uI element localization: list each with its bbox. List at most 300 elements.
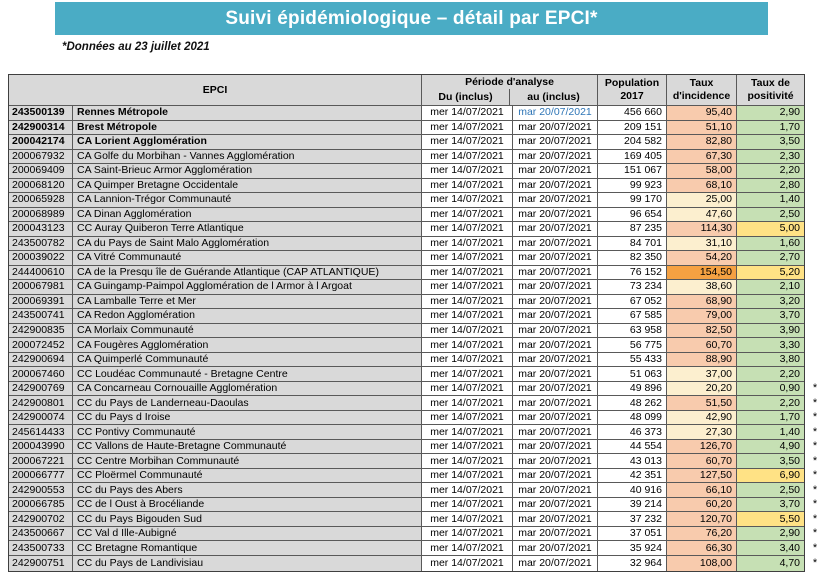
header-periode-label: Période d'analyse bbox=[465, 76, 554, 88]
epci-name: CA Guingamp-Paimpol Agglomération de l Armor à l Argoat bbox=[73, 280, 422, 294]
epci-name: CC Pontivy Communauté bbox=[73, 425, 422, 439]
population: 48 262 bbox=[598, 396, 667, 410]
taux-positivite: 2,80 bbox=[737, 179, 804, 193]
footnote-star bbox=[808, 367, 820, 381]
taux-positivite: 3,30 bbox=[737, 338, 804, 352]
footnote-star bbox=[808, 121, 820, 135]
table-row bbox=[9, 280, 804, 295]
epci-name: CC du Pays d Iroise bbox=[73, 411, 422, 425]
population: 37 051 bbox=[598, 527, 667, 541]
taux-positivite: 4,70 bbox=[737, 556, 804, 571]
date-au: mar 20/07/2021 bbox=[513, 324, 598, 338]
population: 82 350 bbox=[598, 251, 667, 265]
population: 99 170 bbox=[598, 193, 667, 207]
page-title: Suivi épidémiologique – détail par EPCI* bbox=[225, 7, 598, 29]
footnote-star bbox=[808, 251, 820, 265]
epci-name: CC du Pays de Landivisiau bbox=[73, 556, 422, 571]
taux-incidence: 114,30 bbox=[667, 222, 737, 236]
footnote-star: * bbox=[812, 396, 818, 409]
taux-incidence: 31,10 bbox=[667, 237, 737, 251]
header-au-inclus: au (inclus) bbox=[527, 90, 580, 103]
population: 76 152 bbox=[598, 266, 667, 280]
taux-incidence: 51,50 bbox=[667, 396, 737, 410]
epci-name: CC du Pays de Landerneau-Daoulas bbox=[73, 396, 422, 410]
epci-code: 200066785 bbox=[9, 498, 73, 512]
epci-code: 200067460 bbox=[9, 367, 73, 381]
date-au: mar 20/07/2021 bbox=[513, 541, 598, 555]
table-row bbox=[9, 353, 804, 368]
date-au: mar 20/07/2021 bbox=[513, 179, 598, 193]
table-row bbox=[9, 483, 818, 498]
date-au: mar 20/07/2021 bbox=[513, 512, 598, 526]
taux-incidence: 127,50 bbox=[667, 469, 737, 483]
epci-name: CC Ploërmel Communauté bbox=[73, 469, 422, 483]
date-au: mar 20/07/2021 bbox=[513, 309, 598, 323]
taux-incidence: 82,50 bbox=[667, 324, 737, 338]
taux-incidence: 79,00 bbox=[667, 309, 737, 323]
epci-code: 200065928 bbox=[9, 193, 73, 207]
date-au: mar 20/07/2021 bbox=[513, 483, 598, 497]
taux-positivite: 6,90 bbox=[737, 469, 804, 483]
population: 48 099 bbox=[598, 411, 667, 425]
population: 63 958 bbox=[598, 324, 667, 338]
population: 51 063 bbox=[598, 367, 667, 381]
title-banner bbox=[55, 2, 768, 35]
epci-name: CC Val d Ille-Aubigné bbox=[73, 527, 422, 541]
epci-code: 200066777 bbox=[9, 469, 73, 483]
epci-name: CA Quimper Bretagne Occidentale bbox=[73, 179, 422, 193]
date-au: mar 20/07/2021 bbox=[513, 251, 598, 265]
epci-code: 242900553 bbox=[9, 483, 73, 497]
table-row bbox=[9, 541, 818, 556]
header-du-inclus: Du (inclus) bbox=[422, 89, 510, 105]
date-au: mar 20/07/2021 bbox=[513, 440, 598, 454]
date-du: mer 14/07/2021 bbox=[422, 251, 513, 265]
footnote-star bbox=[808, 193, 820, 207]
taux-positivite: 1,40 bbox=[737, 193, 804, 207]
population: 35 924 bbox=[598, 541, 667, 555]
taux-incidence: 60,70 bbox=[667, 454, 737, 468]
population: 67 585 bbox=[598, 309, 667, 323]
population: 56 775 bbox=[598, 338, 667, 352]
epci-code: 242900835 bbox=[9, 324, 73, 338]
taux-positivite: 3,50 bbox=[737, 454, 804, 468]
taux-incidence: 25,00 bbox=[667, 193, 737, 207]
population: 204 582 bbox=[598, 135, 667, 149]
epci-code: 242900702 bbox=[9, 512, 73, 526]
table-row bbox=[9, 556, 818, 571]
epci-name: CA Redon Agglomération bbox=[73, 309, 422, 323]
date-du: mer 14/07/2021 bbox=[422, 179, 513, 193]
epci-name: CA Fougères Agglomération bbox=[73, 338, 422, 352]
date-au: mar 20/07/2021 bbox=[513, 208, 598, 222]
table-row bbox=[9, 396, 818, 411]
population: 55 433 bbox=[598, 353, 667, 367]
epci-code: 242900074 bbox=[9, 411, 73, 425]
population: 73 234 bbox=[598, 280, 667, 294]
date-au: mar 20/07/2021 bbox=[513, 295, 598, 309]
table-row bbox=[9, 193, 804, 208]
population: 209 151 bbox=[598, 121, 667, 135]
epci-name: CC de l Oust à Brocéliande bbox=[73, 498, 422, 512]
epci-code: 243500667 bbox=[9, 527, 73, 541]
taux-incidence: 27,30 bbox=[667, 425, 737, 439]
date-du: mer 14/07/2021 bbox=[422, 498, 513, 512]
population: 151 067 bbox=[598, 164, 667, 178]
epci-name: CC Auray Quiberon Terre Atlantique bbox=[73, 222, 422, 236]
taux-positivite: 3,70 bbox=[737, 498, 804, 512]
date-au: mar 20/07/2021 bbox=[513, 454, 598, 468]
footnote-star bbox=[808, 266, 820, 280]
epci-name: CC Centre Morbihan Communauté bbox=[73, 454, 422, 468]
footnote-star: * bbox=[812, 454, 818, 467]
taux-positivite: 2,10 bbox=[737, 280, 804, 294]
date-du: mer 14/07/2021 bbox=[422, 367, 513, 381]
population: 46 373 bbox=[598, 425, 667, 439]
epci-name: CC Bretagne Romantique bbox=[73, 541, 422, 555]
date-au: mar 20/07/2021 bbox=[513, 338, 598, 352]
footnote-star bbox=[808, 295, 820, 309]
date-du: mer 14/07/2021 bbox=[422, 469, 513, 483]
epci-name: CA Lorient Agglomération bbox=[73, 135, 422, 149]
population: 84 701 bbox=[598, 237, 667, 251]
taux-incidence: 67,30 bbox=[667, 150, 737, 164]
header-taux-incidence: Taux d'incidence bbox=[667, 75, 737, 105]
footnote-star bbox=[808, 179, 820, 193]
date-au: mar 20/07/2021 bbox=[513, 367, 598, 381]
epci-name: CC Loudéac Communauté - Bretagne Centre bbox=[73, 367, 422, 381]
date-au: mar 20/07/2021 bbox=[513, 150, 598, 164]
taux-incidence: 47,60 bbox=[667, 208, 737, 222]
taux-positivite: 5,00 bbox=[737, 222, 804, 236]
footnote-star: * bbox=[812, 411, 818, 424]
taux-incidence: 58,00 bbox=[667, 164, 737, 178]
date-au: mar 20/07/2021 bbox=[513, 527, 598, 541]
date-du: mer 14/07/2021 bbox=[422, 556, 513, 571]
date-du: mer 14/07/2021 bbox=[422, 309, 513, 323]
footnote-star bbox=[808, 222, 820, 236]
table-row bbox=[9, 454, 818, 469]
table-row bbox=[9, 338, 804, 353]
population: 96 654 bbox=[598, 208, 667, 222]
taux-positivite: 4,90 bbox=[737, 440, 804, 454]
date-au: mar 20/07/2021 bbox=[513, 425, 598, 439]
date-du: mer 14/07/2021 bbox=[422, 135, 513, 149]
taux-positivite: 3,20 bbox=[737, 295, 804, 309]
population: 39 214 bbox=[598, 498, 667, 512]
population: 49 896 bbox=[598, 382, 667, 396]
population: 67 052 bbox=[598, 295, 667, 309]
taux-positivite: 1,40 bbox=[737, 425, 804, 439]
taux-incidence: 37,00 bbox=[667, 367, 737, 381]
footnote-star bbox=[808, 135, 820, 149]
epci-name: CA Saint-Brieuc Armor Agglomération bbox=[73, 164, 422, 178]
epci-code: 243500782 bbox=[9, 237, 73, 251]
epci-name: CA Quimperlé Communauté bbox=[73, 353, 422, 367]
date-au: mar 20/07/2021 bbox=[513, 556, 598, 571]
epci-code: 242900314 bbox=[9, 121, 73, 135]
date-au: mar 20/07/2021 bbox=[513, 164, 598, 178]
date-du: mer 14/07/2021 bbox=[422, 338, 513, 352]
taux-incidence: 20,20 bbox=[667, 382, 737, 396]
taux-positivite: 1,70 bbox=[737, 121, 804, 135]
taux-positivite: 3,40 bbox=[737, 541, 804, 555]
table-row bbox=[9, 208, 804, 223]
table-row bbox=[9, 135, 804, 150]
date-au: mar 20/07/2021 bbox=[513, 222, 598, 236]
date-du: mer 14/07/2021 bbox=[422, 425, 513, 439]
epci-code: 200067981 bbox=[9, 280, 73, 294]
footnote-star: * bbox=[812, 498, 818, 511]
taux-positivite: 5,50 bbox=[737, 512, 804, 526]
footnote-star bbox=[808, 338, 820, 352]
taux-incidence: 120,70 bbox=[667, 512, 737, 526]
epci-name: CA Lamballe Terre et Mer bbox=[73, 295, 422, 309]
taux-incidence: 38,60 bbox=[667, 280, 737, 294]
epci-code: 200072452 bbox=[9, 338, 73, 352]
footnote-star: * bbox=[812, 483, 818, 496]
data-date-note: *Données au 23 juillet 2021 bbox=[62, 41, 210, 53]
footnote-star: * bbox=[812, 512, 818, 525]
epci-name: CC du Pays Bigouden Sud bbox=[73, 512, 422, 526]
epci-name: Rennes Métropole bbox=[73, 106, 422, 120]
population: 42 351 bbox=[598, 469, 667, 483]
epci-code: 200069391 bbox=[9, 295, 73, 309]
population: 99 923 bbox=[598, 179, 667, 193]
taux-positivite: 2,20 bbox=[737, 164, 804, 178]
epci-name: CA de la Presqu île de Guérande Atlantique (CAP ATLANTIQUE) bbox=[73, 266, 422, 280]
header-epci: EPCI bbox=[9, 75, 422, 105]
footnote-star bbox=[808, 150, 820, 164]
footnote-star: * bbox=[812, 469, 818, 482]
population: 37 232 bbox=[598, 512, 667, 526]
footnote-star bbox=[808, 164, 820, 178]
date-du: mer 14/07/2021 bbox=[422, 266, 513, 280]
taux-incidence: 60,70 bbox=[667, 338, 737, 352]
epci-code: 200043123 bbox=[9, 222, 73, 236]
date-du: mer 14/07/2021 bbox=[422, 295, 513, 309]
date-du: mer 14/07/2021 bbox=[422, 164, 513, 178]
table-row bbox=[9, 382, 818, 397]
date-au: mar 20/07/2021 bbox=[513, 135, 598, 149]
table-row bbox=[9, 324, 804, 339]
taux-positivite: 2,20 bbox=[737, 367, 804, 381]
epci-code: 243500733 bbox=[9, 541, 73, 555]
footnote-star bbox=[808, 208, 820, 222]
date-du: mer 14/07/2021 bbox=[422, 527, 513, 541]
epci-code: 200067221 bbox=[9, 454, 73, 468]
taux-positivite: 2,90 bbox=[737, 106, 804, 120]
date-au: mar 20/07/2021 bbox=[513, 280, 598, 294]
footnote-star: * bbox=[812, 541, 818, 554]
header-taux-positivite: Taux de positivité bbox=[747, 77, 794, 102]
footnote-star: * bbox=[812, 527, 818, 540]
taux-positivite: 0,90 bbox=[737, 382, 804, 396]
date-du: mer 14/07/2021 bbox=[422, 541, 513, 555]
footnote-star bbox=[808, 353, 820, 367]
date-du: mer 14/07/2021 bbox=[422, 411, 513, 425]
taux-incidence: 51,10 bbox=[667, 121, 737, 135]
taux-positivite: 3,70 bbox=[737, 309, 804, 323]
epci-name: CC Vallons de Haute-Bretagne Communauté bbox=[73, 440, 422, 454]
population: 40 916 bbox=[598, 483, 667, 497]
taux-positivite: 2,20 bbox=[737, 396, 804, 410]
date-au: mar 20/07/2021 bbox=[513, 498, 598, 512]
date-au: mar 20/07/2021 bbox=[513, 266, 598, 280]
taux-incidence: 95,40 bbox=[667, 106, 737, 120]
population: 43 013 bbox=[598, 454, 667, 468]
date-du: mer 14/07/2021 bbox=[422, 512, 513, 526]
taux-positivite: 3,90 bbox=[737, 324, 804, 338]
footnote-star: * bbox=[812, 425, 818, 438]
epci-name: CA Concarneau Cornouaille Agglomération bbox=[73, 382, 422, 396]
table-body bbox=[9, 106, 818, 571]
epci-code: 245614433 bbox=[9, 425, 73, 439]
population: 44 554 bbox=[598, 440, 667, 454]
epci-code: 200068989 bbox=[9, 208, 73, 222]
epci-name: CA Dinan Agglomération bbox=[73, 208, 422, 222]
date-au: mar 20/07/2021 bbox=[513, 382, 598, 396]
taux-positivite: 2,50 bbox=[737, 483, 804, 497]
table-row bbox=[9, 425, 818, 440]
epci-name: CC du Pays des Abers bbox=[73, 483, 422, 497]
taux-positivite: 2,90 bbox=[737, 527, 804, 541]
taux-incidence: 68,10 bbox=[667, 179, 737, 193]
table-header-row bbox=[9, 75, 804, 106]
taux-positivite: 3,80 bbox=[737, 353, 804, 367]
date-au: mar 20/07/2021 bbox=[513, 193, 598, 207]
taux-incidence: 154,50 bbox=[667, 266, 737, 280]
taux-positivite: 5,20 bbox=[737, 266, 804, 280]
footnote-star: * bbox=[812, 556, 818, 569]
epci-code: 242900769 bbox=[9, 382, 73, 396]
population: 456 660 bbox=[598, 106, 667, 120]
epci-code: 200069409 bbox=[9, 164, 73, 178]
taux-incidence: 126,70 bbox=[667, 440, 737, 454]
taux-incidence: 66,30 bbox=[667, 541, 737, 555]
epci-code: 200042174 bbox=[9, 135, 73, 149]
footnote-star: * bbox=[812, 382, 818, 395]
taux-incidence: 68,90 bbox=[667, 295, 737, 309]
table-row bbox=[9, 527, 818, 542]
date-du: mer 14/07/2021 bbox=[422, 237, 513, 251]
epci-code: 242900694 bbox=[9, 353, 73, 367]
epci-code: 200068120 bbox=[9, 179, 73, 193]
taux-incidence: 82,80 bbox=[667, 135, 737, 149]
footnote-star bbox=[808, 106, 820, 120]
epci-code: 244400610 bbox=[9, 266, 73, 280]
table-row bbox=[9, 498, 818, 513]
date-du: mer 14/07/2021 bbox=[422, 454, 513, 468]
epci-code: 242900751 bbox=[9, 556, 73, 571]
date-du: mer 14/07/2021 bbox=[422, 222, 513, 236]
table-row bbox=[9, 251, 804, 266]
epci-table bbox=[8, 74, 818, 572]
taux-incidence: 66,10 bbox=[667, 483, 737, 497]
taux-positivite: 3,50 bbox=[737, 135, 804, 149]
table-row bbox=[9, 164, 804, 179]
epci-code: 200039022 bbox=[9, 251, 73, 265]
footnote-star bbox=[808, 280, 820, 294]
table-row bbox=[9, 309, 804, 324]
table-row bbox=[9, 121, 804, 136]
footnote-star bbox=[808, 324, 820, 338]
date-au: mar 20/07/2021 bbox=[513, 411, 598, 425]
footnote-star bbox=[808, 309, 820, 323]
date-du: mer 14/07/2021 bbox=[422, 324, 513, 338]
epci-code: 242900801 bbox=[9, 396, 73, 410]
taux-positivite: 2,70 bbox=[737, 251, 804, 265]
table-row bbox=[9, 179, 804, 194]
date-au: mar 20/07/2021 bbox=[513, 396, 598, 410]
table-row bbox=[9, 469, 818, 484]
taux-positivite: 1,70 bbox=[737, 411, 804, 425]
table-row bbox=[9, 222, 804, 237]
taux-positivite: 1,60 bbox=[737, 237, 804, 251]
table-row bbox=[9, 411, 818, 426]
table-row bbox=[9, 266, 804, 281]
epci-name: CA Lannion-Trégor Communauté bbox=[73, 193, 422, 207]
table-row bbox=[9, 106, 804, 121]
epci-name: CA Morlaix Communauté bbox=[73, 324, 422, 338]
date-au: mar 20/07/2021 bbox=[513, 237, 598, 251]
table-row bbox=[9, 440, 818, 455]
date-du: mer 14/07/2021 bbox=[422, 440, 513, 454]
population: 169 405 bbox=[598, 150, 667, 164]
date-au[interactable]: mar 20/07/2021 bbox=[513, 106, 598, 120]
population: 87 235 bbox=[598, 222, 667, 236]
taux-incidence: 108,00 bbox=[667, 556, 737, 571]
taux-positivite: 2,30 bbox=[737, 150, 804, 164]
date-du: mer 14/07/2021 bbox=[422, 382, 513, 396]
epci-code: 243500741 bbox=[9, 309, 73, 323]
date-du: mer 14/07/2021 bbox=[422, 483, 513, 497]
footnote-star bbox=[808, 237, 820, 251]
header-population: Population 2017 bbox=[598, 75, 667, 105]
taux-positivite: 2,50 bbox=[737, 208, 804, 222]
table-row bbox=[9, 367, 804, 382]
taux-incidence: 54,20 bbox=[667, 251, 737, 265]
taux-incidence: 42,90 bbox=[667, 411, 737, 425]
date-du: mer 14/07/2021 bbox=[422, 396, 513, 410]
taux-incidence: 88,90 bbox=[667, 353, 737, 367]
epci-code: 243500139 bbox=[9, 106, 73, 120]
date-du: mer 14/07/2021 bbox=[422, 121, 513, 135]
date-du: mer 14/07/2021 bbox=[422, 193, 513, 207]
date-au: mar 20/07/2021 bbox=[513, 469, 598, 483]
date-du: mer 14/07/2021 bbox=[422, 208, 513, 222]
epci-name: CA du Pays de Saint Malo Agglomération bbox=[73, 237, 422, 251]
date-au: mar 20/07/2021 bbox=[513, 121, 598, 135]
date-du: mer 14/07/2021 bbox=[422, 280, 513, 294]
date-du: mer 14/07/2021 bbox=[422, 106, 513, 120]
date-du: mer 14/07/2021 bbox=[422, 353, 513, 367]
population: 32 964 bbox=[598, 556, 667, 571]
table-row bbox=[9, 512, 818, 527]
header-periode-analyse bbox=[422, 75, 598, 105]
epci-name: CA Vitré Communauté bbox=[73, 251, 422, 265]
epci-name: CA Golfe du Morbihan - Vannes Agglomération bbox=[73, 150, 422, 164]
table-row bbox=[9, 295, 804, 310]
taux-incidence: 76,20 bbox=[667, 527, 737, 541]
epci-code: 200043990 bbox=[9, 440, 73, 454]
table-row bbox=[9, 237, 804, 252]
footnote-star: * bbox=[812, 440, 818, 453]
taux-incidence: 60,20 bbox=[667, 498, 737, 512]
date-au: mar 20/07/2021 bbox=[513, 353, 598, 367]
epci-code: 200067932 bbox=[9, 150, 73, 164]
table-row bbox=[9, 150, 804, 165]
